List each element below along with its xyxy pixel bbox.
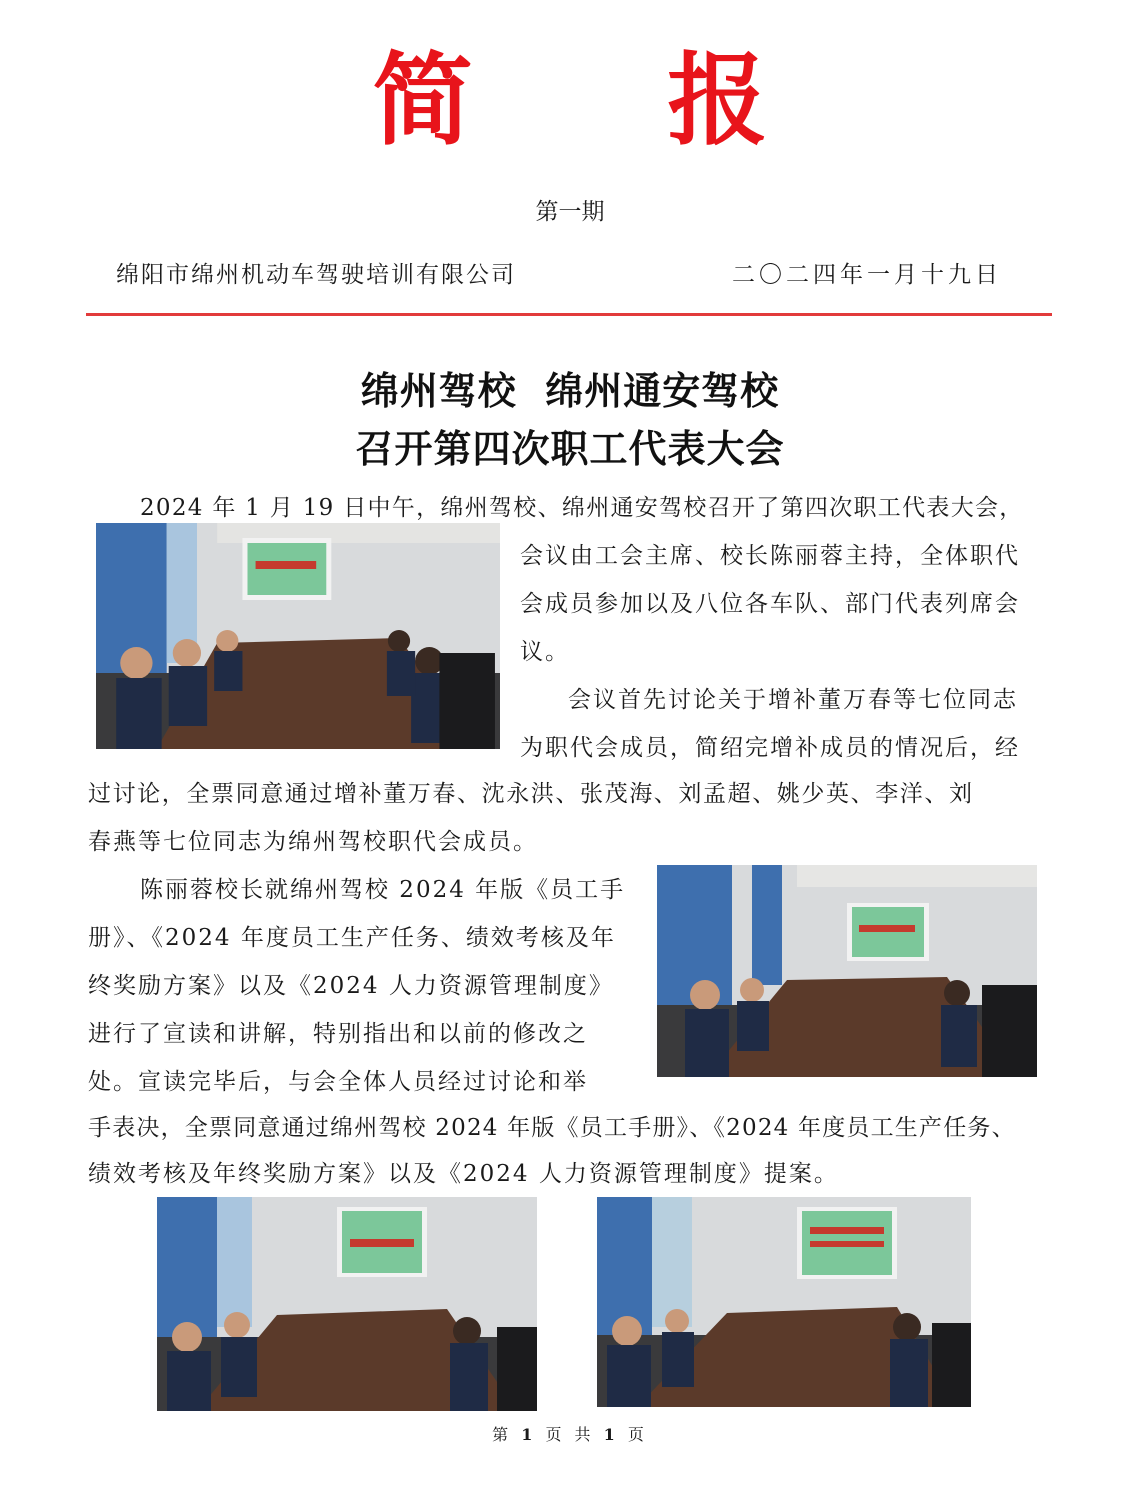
meeting-photo-2 — [657, 865, 1037, 1077]
header-divider — [86, 313, 1052, 316]
meeting-photo-4 — [597, 1197, 971, 1407]
meeting-photo-3 — [157, 1197, 537, 1411]
footer-total-pages: 1 — [603, 1425, 619, 1444]
body-line: 会议由工会主席、校长陈丽蓉主持，全体职代 — [520, 543, 1020, 569]
body-line: 为职代会成员，简绍完增补成员的情况后，经 — [520, 735, 1020, 761]
issue-number: 第一期 — [535, 199, 605, 225]
footer-suffix: 页 — [627, 1425, 648, 1444]
body-line: 进行了宣读和讲解，特别指出和以前的修改之 — [88, 1021, 588, 1047]
body-line: 会成员参加以及八位各车队、部门代表列席会 — [520, 591, 1020, 617]
body-line: 会议首先讨论关于增补董万春等七位同志 — [568, 687, 1018, 713]
meeting-photo-1 — [96, 523, 500, 749]
masthead-title: 简 报 — [372, 41, 848, 159]
body-line: 处。宣读完毕后，与会全体人员经过讨论和举 — [88, 1069, 588, 1095]
footer-prefix: 第 — [492, 1425, 513, 1444]
body-line: 2024 年 1 月 19 日中午，绵州驾校、绵州通安驾校召开了第四次职工代表大会， — [140, 495, 1024, 521]
body-line: 终奖励方案》以及《2024 人力资源管理制度》 — [88, 973, 614, 999]
body-line: 陈丽蓉校长就绵州驾校 2024 年版《员工手 — [140, 877, 626, 903]
organization-name: 绵阳市绵州机动车驾驶培训有限公司 — [116, 262, 516, 288]
issue-date: 二〇二四年一月十九日 — [732, 262, 1002, 288]
body-line: 春燕等七位同志为绵州驾校职代会成员。 — [88, 829, 538, 855]
headline-line-1: 绵州驾校 绵州通安驾校 — [360, 369, 780, 413]
headline-line-2: 召开第四次职工代表大会 — [355, 427, 785, 471]
body-line: 册》、《2024 年度员工生产任务、绩效考核及年 — [88, 925, 616, 951]
footer-middle: 页 共 — [545, 1425, 595, 1444]
body-line: 绩效考核及年终奖励方案》以及《2024 人力资源管理制度》提案。 — [88, 1161, 839, 1187]
body-line: 过讨论，全票同意通过增补董万春、沈永洪、张茂海、刘孟超、姚少英、李洋、刘 — [88, 781, 974, 807]
page-footer — [0, 1422, 1140, 1445]
body-line: 议。 — [520, 639, 570, 665]
footer-page-number: 1 — [521, 1425, 537, 1444]
body-line: 手表决，全票同意通过绵州驾校 2024 年版《员工手册》、《2024 年度员工生产任务、 — [88, 1115, 1016, 1141]
